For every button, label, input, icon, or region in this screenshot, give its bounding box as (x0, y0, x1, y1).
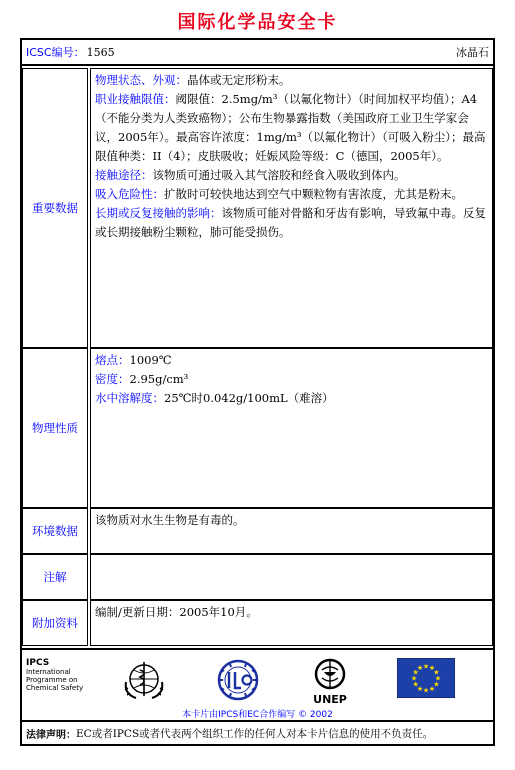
unep-logo-icon (308, 658, 352, 706)
unep-label: UNEP (313, 693, 347, 706)
section-notes (22, 554, 493, 600)
icsc-number: 1565 (86, 45, 115, 59)
section-additional (22, 600, 493, 646)
legal-notice (22, 720, 493, 744)
item-long-term-effects (95, 204, 488, 242)
item-solubility (95, 389, 488, 408)
section-label: 重要数据 (22, 68, 88, 348)
item-exposure-route (95, 166, 488, 185)
item-text: 该物质可通过吸入其气溶胶和经食入吸收到体内。 (152, 168, 406, 182)
card-frame (20, 38, 495, 746)
eu-star-icon: ★ (412, 680, 419, 689)
eu-star-icon: ★ (428, 664, 436, 673)
section-body (90, 68, 493, 348)
legal-text: EC或者IPCS或者代表两个组织工作的任何人对本卡片信息的使用不负责任。 (76, 727, 434, 740)
footer (22, 648, 493, 720)
item-density (95, 370, 488, 389)
section-body (90, 348, 493, 508)
ipcs-line: Chemical Safety (26, 684, 84, 692)
section-environment (22, 508, 493, 554)
eu-star-icon: ★ (422, 686, 430, 695)
ipcs-title: IPCS (26, 658, 50, 668)
item-text: 1009℃ (129, 353, 172, 367)
icsc-label: ICSC编号： (26, 46, 85, 59)
item-text: 扩散时可较快地达到空气中颗粒物有害浓度，尤其是粉末。 (164, 187, 463, 201)
section-label: 注解 (22, 554, 88, 600)
item-key: 吸入危险性： (95, 187, 164, 201)
section-label: 物理性质 (22, 348, 88, 508)
item-inhalation-risk (95, 185, 488, 204)
environment-text: 该物质对水生生物是有毒的。 (95, 513, 245, 527)
eu-star-icon: ★ (428, 684, 436, 693)
item-key: 物理状态、外观： (95, 73, 187, 87)
section-body (90, 554, 493, 600)
eu-star-icon: ★ (410, 674, 418, 683)
item-text: 阈限值：2.5mg/m³（以氟化物计）（时间加权平均值）；A4（不能分类为人类致癌物）；公布生物暴露指数（美国政府工业卫生学家会议，2005年）。最高容许浓度：1mg/m³（以氟化物计）（可吸入粉尘）；最高限值种类：II（4）；皮肤吸收；妊娠风险等级：C（德国，2005年）。 (95, 92, 486, 163)
item-text: 25℃时0.042g/100mL（难溶） (164, 391, 334, 405)
item-exposure-limits (95, 90, 488, 166)
item-text: 2.95g/cm³ (129, 372, 189, 386)
legal-label: 法律声明： (26, 729, 76, 741)
item-key: 水中溶解度： (95, 391, 164, 405)
eu-star-icon: ★ (416, 664, 424, 673)
eu-star-icon: ★ (433, 680, 440, 689)
ilo-logo-icon (212, 658, 264, 702)
section-physical (22, 348, 493, 508)
item-melting-point (95, 351, 488, 370)
ipcs-block (26, 658, 83, 692)
section-body (90, 600, 493, 646)
item-key: 职业接触限值： (95, 92, 176, 106)
who-logo-icon (120, 658, 168, 702)
item-appearance (95, 71, 488, 90)
section-body (90, 508, 493, 554)
additional-text: 编制/更新日期：2005年10月。 (95, 605, 258, 619)
eu-star-icon: ★ (422, 662, 430, 671)
section-important (22, 68, 493, 348)
item-key: 熔点： (95, 353, 130, 367)
ipcs-line: Programme on (26, 676, 78, 684)
eu-star-icon: ★ (412, 668, 419, 677)
card-title: 国际化学品安全卡 (177, 12, 338, 33)
id-row (22, 40, 493, 66)
eu-star-icon: ★ (416, 684, 424, 693)
section-label: 环境数据 (22, 508, 88, 554)
section-label: 附加资料 (22, 600, 88, 646)
item-text: 该物质可能对骨骼和牙齿有影响，导致氟中毒。反复或长期接触粉尘颗粒，肺可能受损伤。 (95, 206, 486, 239)
item-key: 长期或反复接触的影响： (95, 206, 222, 220)
item-key: 密度： (95, 372, 130, 386)
substance-name: 冰晶石 (456, 46, 489, 59)
eu-star-icon: ★ (434, 674, 442, 683)
item-key: 接触途径： (95, 168, 153, 182)
eu-flag-icon (397, 658, 455, 698)
credit-line: 本卡片由IPCS和EC合作编写 © 2002 (182, 710, 333, 720)
item-text: 晶体或无定形粉末。 (187, 73, 291, 87)
eu-star-icon: ★ (433, 668, 440, 677)
ipcs-line: International (26, 668, 71, 676)
